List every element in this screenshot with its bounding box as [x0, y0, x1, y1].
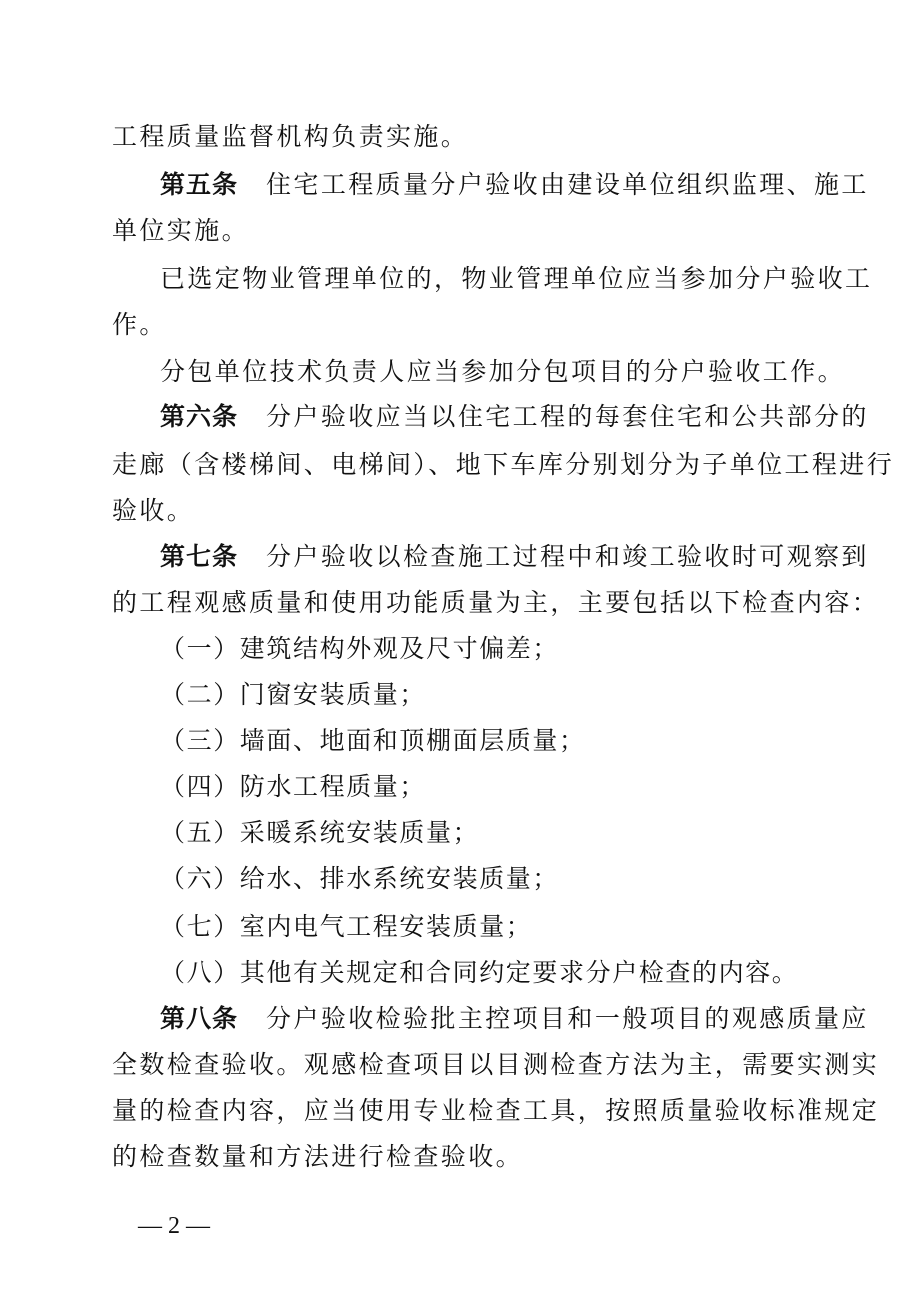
paragraph-line: 分包单位技术负责人应当参加分包项目的分户验收工作。 — [160, 357, 846, 386]
list-item: （二）门窗安装质量； — [160, 680, 427, 709]
list-item: （一）建筑结构外观及尺寸偏差； — [160, 634, 560, 663]
article-8-text: 分户验收检验批主控项目和一般项目的观感质量应 — [266, 1004, 869, 1033]
list-item: （四）防水工程质量； — [160, 772, 427, 801]
paragraph-line: 工程质量监督机构负责实施。 — [112, 122, 469, 151]
article-7-text: 分户验收以检查施工过程中和竣工验收时可观察到 — [266, 542, 869, 571]
paragraph-line: 单位实施。 — [112, 216, 250, 245]
article-5-line — [160, 168, 869, 202]
paragraph-line: 的检查数量和方法进行检查验收。 — [112, 1142, 524, 1171]
article-6-line — [160, 400, 869, 434]
paragraph-line: 验收。 — [112, 496, 195, 525]
article-5-text: 住宅工程质量分户验收由建设单位组织监理、施工 — [266, 170, 869, 199]
list-item: （三）墙面、地面和顶棚面层质量； — [160, 726, 586, 755]
article-7-heading: 第七条 — [160, 542, 239, 571]
list-item: （六）给水、排水系统安装质量； — [160, 864, 560, 893]
article-6-text: 分户验收应当以住宅工程的每套住宅和公共部分的 — [266, 402, 869, 431]
list-item: （五）采暖系统安装质量； — [160, 818, 480, 847]
article-8-heading: 第八条 — [160, 1004, 239, 1033]
paragraph-line: 已选定物业管理单位的，物业管理单位应当参加分户验收工 — [160, 264, 873, 293]
article-8-line — [160, 1002, 869, 1036]
paragraph-line: 作。 — [112, 310, 167, 339]
list-item: （七）室内电气工程安装质量； — [160, 912, 533, 941]
article-7-line — [160, 540, 869, 574]
article-5-heading: 第五条 — [160, 170, 239, 199]
page-number: — 2 — — [138, 1213, 210, 1239]
paragraph-line: 量的检查内容，应当使用专业检查工具，按照质量验收标准规定 — [112, 1096, 880, 1125]
paragraph-line: 走廊（含楼梯间、电梯间）、地下车库分别划分为子单位工程进行 — [112, 450, 895, 479]
list-item: （八）其他有关规定和合同约定要求分户检查的内容。 — [160, 958, 799, 987]
paragraph-line: 的工程观感质量和使用功能质量为主，主要包括以下检查内容： — [112, 588, 880, 617]
paragraph-line: 全数检查验收。观感检查项目以目测检查方法为主，需要实测实 — [112, 1050, 880, 1079]
article-6-heading: 第六条 — [160, 402, 239, 431]
